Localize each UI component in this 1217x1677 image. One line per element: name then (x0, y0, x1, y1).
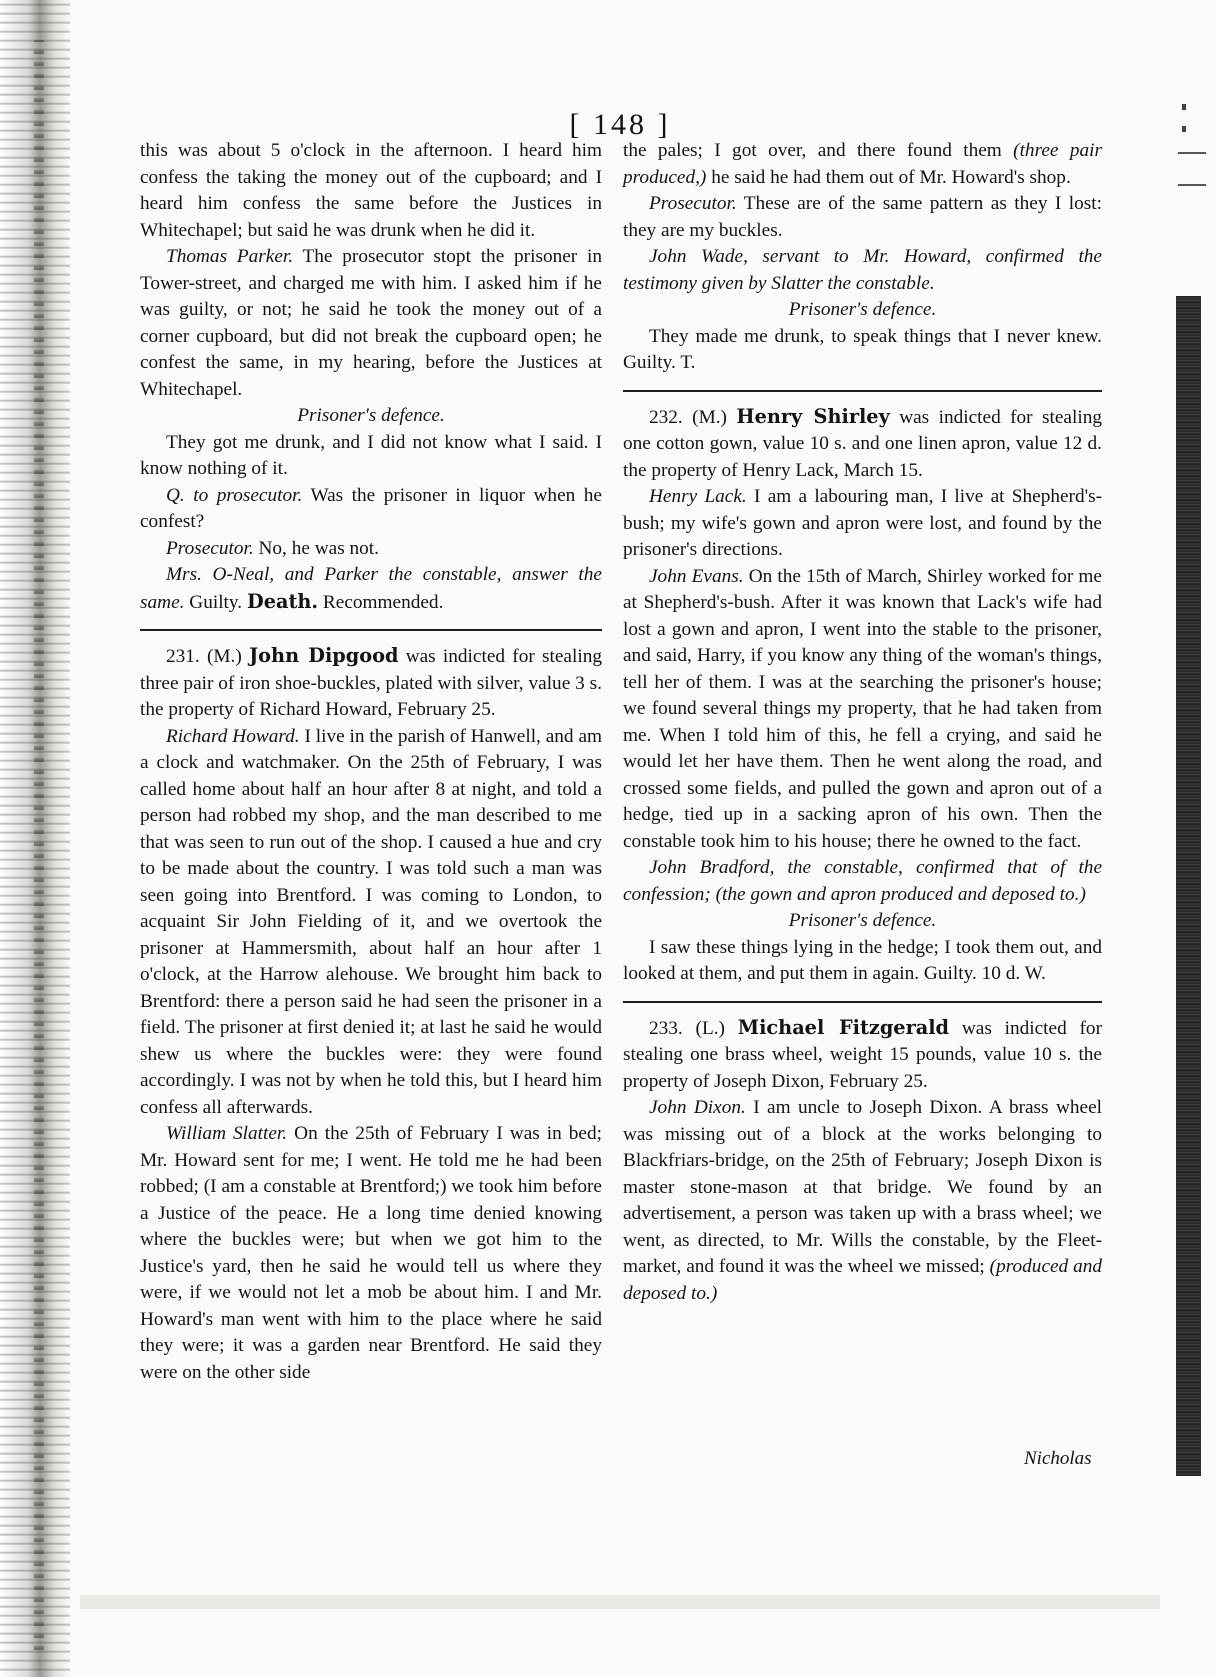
defendant-name: John Dipgood (249, 644, 399, 667)
section-heading: Prisoner's defence. (788, 299, 937, 320)
verdict-blackletter: Death. (246, 589, 319, 613)
margin-mark (1178, 184, 1206, 186)
speaker-label: Prosecutor. (166, 537, 254, 559)
indictment-text: was indicted for stealing three pair of iron shoe-buckles, plated with silver, value 3 s. the property of Richard Howard, February 25. (140, 646, 602, 720)
case-heading-233 (623, 1015, 1102, 1096)
testimony-paragraph (140, 724, 602, 1122)
paragraph: I saw these things lying in the hedge; I took them out, and looked at them, and put them in again. Guilty. 10 d. W. (623, 936, 1102, 984)
catchword: Nicholas (1024, 1448, 1092, 1469)
testimony-text: On the 25th of February I was in bed; Mr. Howard sent for me; I went. He told me he had been robbed; (I am a constable at Brentford;) we took him before a Justice of the peace. He a long time denied knowing where the buckles were; but when we got him to the Justice's yard, then he said he would tell us where they were, if we would not let a mob be about him. I and Mr. Howard's man went with him to the place where he said they were; it was a garden near Brentford. He said they were on the other side (140, 1123, 602, 1383)
italic-note: (produced and deposed to.) (623, 1256, 1102, 1304)
verdict-paragraph (140, 562, 602, 616)
case-number: 232. (M.) (649, 406, 727, 428)
case-divider (140, 629, 602, 631)
testimony-text: On the 15th of March, Shirley worked for me at Shepherd's-bush. After it was known that Lack's wife had lost a gown and apron, I went into the stable to the prisoner, and said, Harry, if you know any thing of the woman's things, tell her of them. I was at the searching the prisoner's house; we found several things my property, that he had taken from me. When I told him of this, he fell a crying, and said he would let her have them. Then he went along the road, and crossed some fields, and pulled the gown and apron out of a hedge, tied up in a sacking apron of his own. Then the constable took him to his house; there he owned to the fact. (623, 565, 1102, 852)
testimony-text: I am a labouring man, I live at Shepherd's-bush; my wife's gown and apron were lost, and found by the prisoner's directions. (623, 486, 1102, 560)
paragraph: They made me drunk, to speak things that I never knew. Guilty. T. (623, 325, 1102, 373)
case-number: 233. (L.) (649, 1017, 725, 1039)
speaker-label: Richard Howard. (166, 725, 300, 747)
italic-note: John Bradford, the constable, confirmed that of the confession; (the gown and apron produced and deposed to.) (623, 857, 1102, 905)
testimony-paragraph (623, 484, 1102, 564)
italic-note: John Wade, servant to Mr. Howard, confirmed the testimony given by Slatter the constable. (623, 246, 1102, 294)
testimony-text: I live in the parish of Hanwell, and am a clock and watchmaker. On the 25th of February, I was called home about half an hour after 8 at night, and told a person had robbed my shop, and the man described to me that was seen to run out of the shop. I caused a hue and cry to be made about the country. I was told such a man was seen going into Brentford. I was coming to London, to acquaint Sir John Fielding of it, and we overtook the prisoner at Hammersmith, about half an hour after 1 o'clock, at the Harrow alehouse. We brought him back to Brentford: there a person said he had seen the prisoner in a field. The prisoner at first denied it; at last he said he would shew us where the buckles were: they were found accordingly. I was not by when he told this, but I heard him confess all afterwards. (140, 725, 602, 1118)
testimony-paragraph (623, 1095, 1102, 1307)
scan-noise (80, 1595, 1160, 1609)
section-heading: Prisoner's defence. (297, 405, 445, 426)
italic-note: Mrs. O-Neal, and Parker the constable, answer the same. (140, 564, 602, 613)
case-heading-232 (623, 404, 1102, 485)
case-divider (623, 1001, 1102, 1003)
testimony-paragraph (623, 564, 1102, 856)
text: the pales; I got over, and there found them (623, 140, 1002, 161)
defendant-name: Michael Fitzgerald (737, 1015, 950, 1039)
case-number: 231. (M.) (166, 646, 242, 667)
testimony-paragraph (140, 483, 602, 536)
section-heading: Prisoner's defence. (788, 910, 937, 931)
margin-speck (1182, 104, 1186, 110)
testimony-text: I am uncle to Joseph Dixon. A brass wheel was missing out of a block at the works belonging to Blackfriars-bridge, on the 25th of February; Joseph Dixon is master stone-mason at that bridge. We found by an advertisement, a person was taken up with a brass wheel; we went, as directed, to Mr. Wills the constable, by the Fleet-market, and found it was the wheel we missed; (623, 1097, 1102, 1277)
speaker-label: Henry Lack. (649, 486, 747, 507)
speaker-label: Thomas Parker. (166, 246, 294, 267)
verdict: Recommended. (322, 591, 444, 613)
margin-mark (1178, 152, 1206, 154)
testimony-text: These are of the same pattern as they I lost: they are my buckles. (623, 193, 1102, 241)
margin-speck (1182, 126, 1186, 132)
speaker-label: Prosecutor. (649, 193, 737, 214)
testimony-paragraph (140, 536, 602, 563)
testimony-paragraph (140, 244, 602, 403)
testimony-text: The prosecutor stopt the prisoner in Tower-street, and charged me with him. I asked him if he was guilty, or not; he said he took the money out of a corner cupboard, but did not break the cupboard open; he confest the same, in my hearing, before the Justices at Whitechapel. (140, 246, 602, 400)
paragraph (623, 138, 1102, 191)
left-column (140, 138, 602, 1386)
speaker-label: John Evans. (649, 565, 744, 587)
testimony-text: Was the prisoner in liquor when he confest? (140, 484, 602, 532)
testimony-paragraph (140, 1121, 602, 1386)
right-column (623, 138, 1102, 1307)
paragraph: They got me drunk, and I did not know what I said. I know nothing of it. (140, 431, 602, 479)
scan-edge-shadow (1176, 296, 1201, 1476)
indictment-text: was indicted for stealing one brass wheel, weight 15 pounds, value 10 s. the property of Joseph Dixon, February 25. (623, 1017, 1102, 1092)
speaker-label: William Slatter. (166, 1123, 288, 1144)
page-number: [ 148 ] (569, 108, 671, 141)
defendant-name: Henry Shirley (736, 404, 890, 428)
text: he said he had them out of Mr. Howard's shop. (711, 166, 1071, 188)
speaker-label: John Dixon. (649, 1097, 746, 1118)
testimony-paragraph (623, 191, 1102, 244)
page-binding-edge (0, 0, 70, 1677)
case-divider (623, 390, 1102, 392)
testimony-text: No, he was not. (258, 537, 379, 559)
speaker-label: Q. to prosecutor. (166, 484, 303, 506)
verdict: Guilty. (189, 591, 243, 613)
indictment-text: was indicted for stealing one cotton gown, value 10 s. and one linen apron, value 12 d. the property of Henry Lack, March 15. (623, 406, 1102, 481)
case-heading-231 (140, 643, 602, 724)
paragraph: this was about 5 o'clock in the afternoon. I heard him confess the taking the money out of the cupboard; and I heard him confess the same before the Justices in Whitechapel; but said he was drunk when he did it. (140, 140, 602, 241)
italic-note: (three pair produced,) (623, 140, 1102, 188)
